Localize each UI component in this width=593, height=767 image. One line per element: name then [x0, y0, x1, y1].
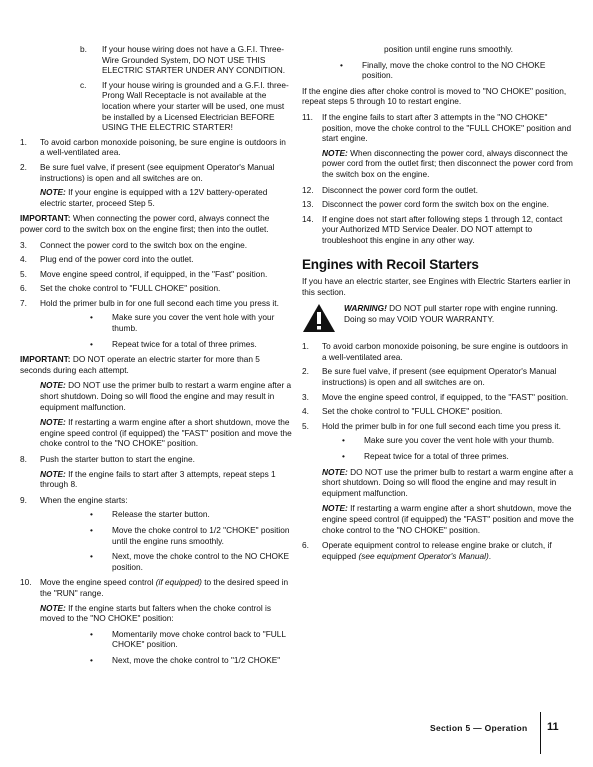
- recoil-step-5: 5. Hold the primer bulb in for one full second each time you press it.: [302, 420, 561, 431]
- right-column: [302, 44, 574, 565]
- step-9: 9. When the engine starts:: [20, 494, 128, 505]
- note: NOTE: When disconnecting the power cord, always disconnect the power cord from the outlet first; then disconnect the power cord from the switch box on the engine.: [322, 147, 573, 179]
- warning-text: WARNING! DO NOT pull starter rope with engine running. Doing so may VOID YOUR WARRANTY.: [344, 303, 558, 324]
- step-4: 4. Plug end of the power cord into the outlet.: [20, 254, 194, 265]
- recoil-step-3: 3. Move the engine speed control, if equipped, to the "FAST" position.: [302, 391, 569, 402]
- bullet-continuation: position until engine runs smoothly.: [384, 44, 513, 54]
- step-5: 5. Move engine speed control, if equipped, in the "Fast" position.: [20, 268, 268, 279]
- warning-block: [302, 303, 574, 333]
- note: NOTE: DO NOT use the primer bulb to restart a warm engine after a short shutdown. Doing so will flood the engine and may result in equipment malfunction.: [40, 380, 292, 412]
- note: NOTE: DO NOT use the primer bulb to restart a warm engine after a short shutdown. Doing so will flood the engine and may result in equipment malfunction.: [322, 466, 574, 498]
- warning-icon: [302, 303, 336, 333]
- bullet-item: • Move the choke control to 1/2 "CHOKE" position until the engine runs smoothly.: [90, 524, 290, 546]
- recoil-step-4: 4. Set the choke control to "FULL CHOKE" position.: [302, 406, 503, 417]
- bullet-item: • Momentarily move choke control back to "FULL CHOKE" position.: [90, 628, 286, 650]
- step-10: 10. Move the engine speed control (if equipped) to the desired speed in the "RUN" range.: [20, 577, 289, 598]
- recoil-step-6: 6. Operate equipment control to release engine brake or clutch, if equipped (see equipment Operator's Manual).: [302, 540, 552, 561]
- bullet-item: • Make sure you cover the vent hole with your thumb.: [342, 435, 555, 446]
- bullet-item: • Next, move the choke control to "1/2 CHOKE": [90, 654, 281, 665]
- bullet-item: • Finally, move the choke control to the NO CHOKE position.: [340, 59, 546, 81]
- step-13: 13. Disconnect the power cord form the switch box on the engine.: [302, 199, 549, 210]
- step-12: 12. Disconnect the power cord form the outlet.: [302, 184, 478, 195]
- note: NOTE: If restarting a warm engine after a short shutdown, move the engine speed control (if equipped) the "FAST" position and move the choke control to the "NO CHOKE" position.: [322, 503, 574, 535]
- page-number: 11: [547, 721, 559, 733]
- recoil-step-2: 2. Be sure fuel valve, if present (see equipment Operator's Manual instructions) is open and all switches are on.: [302, 366, 557, 388]
- intro-paragraph: If you have an electric starter, see Engines with Electric Starters earlier in this section.: [302, 276, 571, 297]
- sub-item-b: b. If your house wiring does not have a G.F.I. Three-Wire Grounded System, DO NOT USE THIS ELECTRIC STARTER UNDER ANY CONDITION.: [80, 44, 286, 76]
- bullet-item: • Repeat twice for a total of three primes.: [90, 338, 257, 349]
- note: NOTE: If the engine starts but falters when the choke control is moved to the "NO CHOKE" position:: [40, 602, 272, 624]
- bullet-item: • Make sure you cover the vent hole with your thumb.: [90, 312, 275, 334]
- step-8: 8. Push the starter button to start the engine.: [20, 454, 195, 464]
- paragraph: If the engine dies after choke control is moved to "NO CHOKE" position, repeat steps 5 through 10 to restart engine.: [302, 85, 567, 107]
- bullet-item: • Repeat twice for a total of three primes.: [342, 451, 509, 462]
- note: NOTE: If the engine fails to start after 3 attempts, repeat steps 1 through 8.: [40, 468, 276, 490]
- bullet-item: • Next, move the choke control to the NO CHOKE position.: [90, 551, 290, 572]
- important-note: IMPORTANT: DO NOT operate an electric starter for more than 5 seconds during each attempt.: [20, 354, 260, 375]
- step-14: 14. If engine does not start after following steps 1 through 12, contact your Authorized MTD Service Dealer. DO NOT attempt to troubleshoot this engine in any other way.: [302, 213, 563, 245]
- sub-item-c: c. If your house wiring is grounded and a G.F.I. three-Prong Wall Receptacle is not available at the location where your starter will be used, one must be installed by a Licensed Electrician BEFORE USING THE ELECTRIC STARTER!: [80, 79, 289, 133]
- recoil-step-1: 1. To avoid carbon monoxide poisoning, be sure engine is outdoors in a well-ventilated area.: [302, 341, 568, 362]
- note: NOTE: If restarting a warm engine after a short shutdown, move the engine speed control (if equipped) the "FAST" position and move the choke control to the "NO CHOKE" position.: [40, 417, 292, 449]
- left-column: [20, 44, 292, 671]
- step-1: 1. To avoid carbon monoxide poisoning, be sure engine is outdoors in a well-ventilated area.: [20, 136, 286, 158]
- step-3: 3. Connect the power cord to the switch box on the engine.: [20, 239, 248, 250]
- footer-section-label: Section 5 — Operation: [430, 723, 528, 733]
- step-2: 2. Be sure fuel valve, if present (see equipment Operator's Manual instructions) is open and all switches are on.: [20, 161, 275, 183]
- note: NOTE: If your engine is equipped with a 12V battery-operated electric starter, proceed Step 5.: [40, 187, 268, 208]
- step-11: 11. If the engine fails to start after 3 attempts in the "NO CHOKE" position, move the choke control to the "FULL CHOKE" position and start engine.: [302, 111, 572, 144]
- important-note: IMPORTANT: When connecting the power cord, always connect the power cord to the switch box on the engine first; then into the outlet.: [20, 213, 270, 234]
- bullet-item: • Release the starter button.: [90, 509, 210, 520]
- section-heading: Engines with Recoil Starters: [302, 256, 479, 272]
- step-6: 6. Set the choke control to "FULL CHOKE" position.: [20, 283, 221, 294]
- footer-divider: [540, 712, 541, 754]
- step-7: 7. Hold the primer bulb in for one full second each time you press it.: [20, 297, 279, 308]
